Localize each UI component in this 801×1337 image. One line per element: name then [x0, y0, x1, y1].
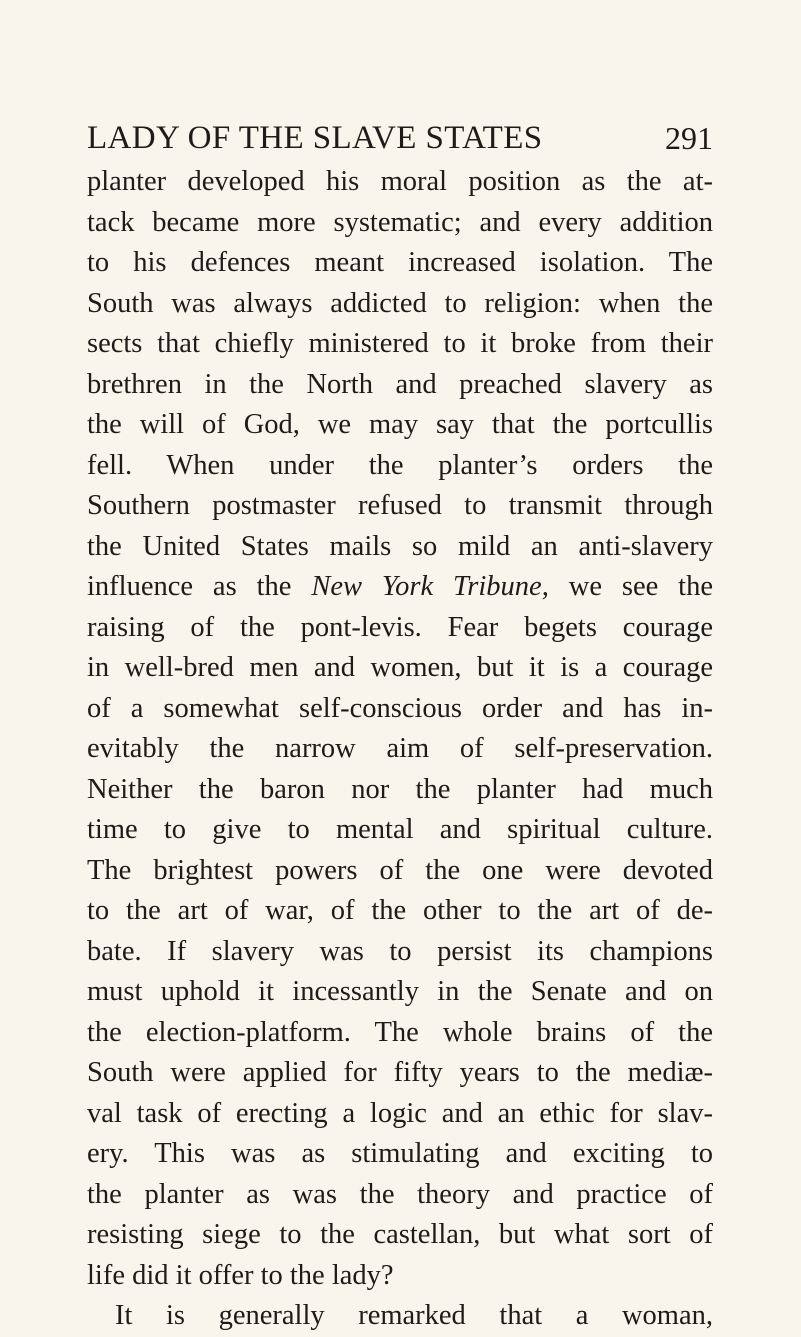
- newspaper-title: New York Tribune,: [311, 571, 549, 602]
- text-line: South was always addicted to religion: when the: [87, 287, 713, 319]
- text-line: the will of God, we may say that the portcullis: [87, 409, 713, 440]
- text-line-with-italic: [87, 567, 713, 608]
- line-text-before: influence as the: [87, 571, 312, 602]
- text-line: evitably the narrow aim of self-preservation.: [87, 733, 713, 764]
- text-line: brethren in the North and preached slavery as: [87, 368, 713, 400]
- paragraph-end-line: life did it offer to the lady?: [87, 1259, 394, 1291]
- text-line: raising of the pont-levis. Fear begets courage: [87, 611, 713, 643]
- text-line: to the art of war, of the other to the art of de-: [87, 895, 713, 926]
- text-line: planter developed his moral position as the at-: [87, 166, 713, 197]
- running-head: [87, 118, 713, 158]
- page-number: 291: [665, 120, 713, 156]
- running-title: LADY OF THE SLAVE STATES: [87, 120, 543, 156]
- text-line: the United States mails so mild an anti-slavery: [87, 530, 713, 562]
- text-line: the planter as was the theory and practice of: [87, 1178, 713, 1210]
- text-line: Southern postmaster refused to transmit through: [87, 490, 713, 521]
- line-text-after: we see the: [548, 571, 713, 602]
- text-line: resisting siege to the castellan, but what sort of: [87, 1219, 713, 1250]
- text-line: of a somewhat self-conscious order and has in-: [87, 692, 713, 724]
- text-line: South were applied for fifty years to the mediæ-: [87, 1057, 713, 1088]
- text-line: sects that chiefly ministered to it broke from their: [87, 328, 713, 359]
- text-line: in well-bred men and women, but it is a courage: [87, 652, 713, 683]
- text-line: tack became more systematic; and every addition: [87, 206, 713, 238]
- text-line: ery. This was as stimulating and exciting to: [87, 1138, 713, 1169]
- body-text: [87, 162, 713, 1337]
- text-line: to his defences meant increased isolation. The: [87, 247, 713, 278]
- text-line: bate. If slavery was to persist its champions: [87, 935, 713, 967]
- paragraph-start-line: It is generally remarked that a woman,: [115, 1300, 713, 1331]
- text-line: Neither the baron nor the planter had much: [87, 773, 713, 805]
- text-line: val task of erecting a logic and an ethic for slav-: [87, 1097, 713, 1129]
- text-line: The brightest powers of the one were devoted: [87, 854, 713, 886]
- text-line: must uphold it incessantly in the Senate and on: [87, 976, 713, 1007]
- text-line: time to give to mental and spiritual culture.: [87, 814, 713, 845]
- text-line: fell. When under the planter’s orders the: [87, 449, 713, 481]
- text-line: the election-platform. The whole brains of the: [87, 1016, 713, 1048]
